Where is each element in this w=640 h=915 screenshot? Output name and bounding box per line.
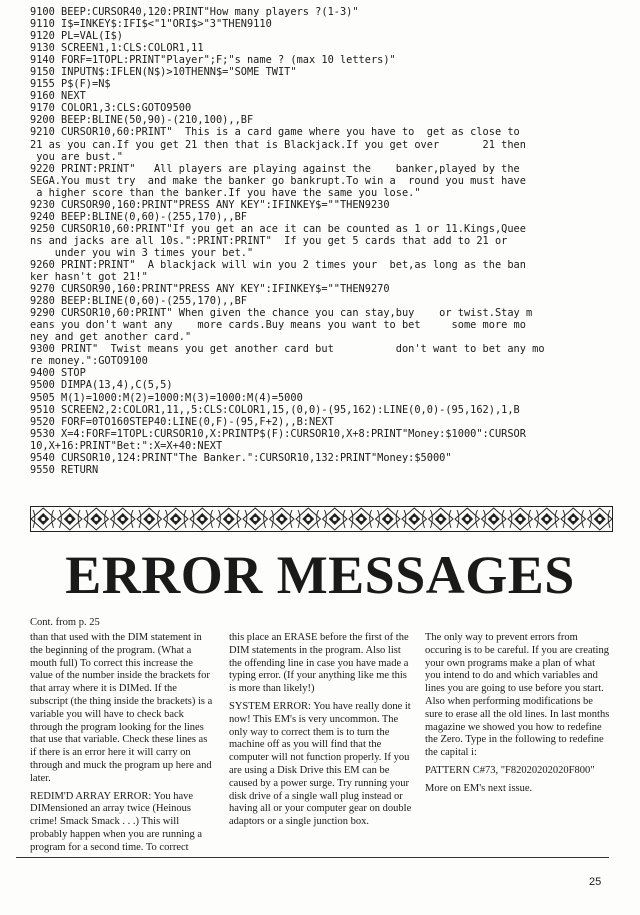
ornament-tile	[482, 508, 507, 530]
code-line: 9300 PRINT" Twist means you get another card but don't want to bet any mo	[30, 343, 545, 356]
ornament-tile	[58, 508, 83, 530]
code-line: 9100 BEEP:CURSOR40,120:PRINT"How many players ?(1-3)"	[30, 6, 359, 18]
code-line: 9140 FORF=1TOPL:PRINT"Player";F;"s name ? (max 10 letters)"	[30, 54, 396, 67]
ornament-tile	[455, 508, 480, 530]
paragraph: The only way to prevent errors from occuring is to be careful. If you are creating your own programs make a plan of what you intend to do and which variables and lines you are going to use before you start. Also when performing modifications be sure to erase all the old lines. In last months magazine we showed you how to redefine the Zero. Type in the following to redefine the capital i:	[425, 632, 610, 759]
code-line: ns and jacks are all 10s.":PRINT:PRINT" If you get 5 cards that add to 21 or	[30, 234, 508, 247]
code-line: 9230 CURSOR90,160:PRINT"PRESS ANY KEY":IFINKEY$=""THEN9230	[30, 198, 390, 211]
paragraph: REDIM'D ARRAY ERROR: You have DIMensioned an array twice (Heinous crime! Smack Smack . . .) This will probably happen when you are running a program for a second time. To correct	[30, 790, 203, 853]
ornament-tile	[270, 508, 295, 530]
code-line: 9270 CURSOR90,160:PRINT"PRESS ANY KEY":IFINKEY$=""THEN9270	[30, 283, 390, 296]
code-line: 9510 SCREEN2,2:COLOR1,11,,5:CLS:COLOR1,15,(0,0)-(95,162):LINE(0,0)-(95,162),1,B	[30, 403, 520, 416]
paragraph: SYSTEM ERROR: You have really done it now! This EM's is very uncommon. The only way to correct them is to turn the machine off as you will find that the computer will not function properly. If you are using a Disk Drive this EM can be caused by a power surge. Try running your disk drive of a single wall plug instead or having all or your computer gear on double adaptors or a single junction box.	[229, 700, 412, 828]
ornament-tile	[164, 508, 189, 530]
article-column-3	[425, 632, 610, 801]
code-line: 9160 NEXT	[30, 90, 86, 103]
article-headline: ERROR MESSAGES	[65, 545, 575, 605]
ornament-tile	[429, 508, 454, 530]
code-line: 9110 I$=INKEY$:IFI$<"1"ORI$>"3"THEN9110	[30, 18, 272, 31]
ornament-tile	[111, 508, 136, 530]
ornament-tile	[31, 508, 56, 530]
code-line: 9520 FORF=0TO160STEP40:LINE(0,F)-(95,F+2),,B:NEXT	[30, 415, 334, 428]
ornament-tile	[402, 508, 427, 530]
article-column-2	[229, 632, 414, 834]
footer-rule	[16, 857, 609, 858]
code-listing	[30, 6, 620, 476]
decorative-border	[30, 506, 613, 532]
code-line: 21 as you can.If you get 21 then that is Blackjack.If you get over 21 then	[30, 138, 526, 151]
ornament-tile	[137, 508, 162, 530]
code-line: eans you don't want any more cards.Buy means you want to bet some more mo	[30, 319, 526, 332]
code-line: 9120 PL=VAL(I$)	[30, 30, 123, 43]
ornament-tile	[296, 508, 321, 530]
code-line: 9290 CURSOR10,60:PRINT" When given the chance you can stay,buy or twist.Stay m	[30, 307, 533, 320]
code-line: 9540 CURSOR10,124:PRINT"The Banker.":CURSOR10,132:PRINT"Money:$5000"	[30, 451, 452, 464]
ornament-tile	[217, 508, 242, 530]
code-line: you are bust."	[30, 150, 123, 163]
code-line: 9155 P$(F)=N$	[30, 78, 111, 91]
code-line: re money.":GOTO9100	[30, 355, 148, 368]
code-line: 9505 M(1)=1000:M(2)=1000:M(3)=1000:M(4)=5000	[30, 391, 303, 404]
code-line: 9130 SCREEN1,1:CLS:COLOR1,11	[30, 42, 204, 55]
code-line: 9170 COLOR1,3:CLS:GOTO9500	[30, 102, 192, 115]
code-line: 9210 CURSOR10,60:PRINT" This is a card game where you have to get as close to	[30, 126, 520, 139]
ornament-tile	[84, 508, 109, 530]
code-line: 9550 RETURN	[30, 463, 99, 476]
code-line: ney and get another card."	[30, 331, 192, 344]
continued-note: Cont. from p. 25	[30, 617, 100, 628]
paragraph: than that used with the DIM statement in the beginning of the program. (What a mouth full) To correct this increase the value of the number inside the brackets for that array where it is DIMed. If the subscript (the thing inside the brackets) is a variable you will have to check back through the program looking for the lines that use that variable. Check these lines as if there is an error here it will carry on through and muck the program up here and later.	[30, 632, 213, 784]
code-line: 9200 BEEP:BLINE(50,90)-(210,100),,BF	[30, 114, 254, 127]
ornament-tile	[508, 508, 533, 530]
ornament-tile	[243, 508, 268, 530]
article-column-1	[30, 632, 215, 860]
ornament-tile	[349, 508, 374, 530]
code-line: 9260 PRINT:PRINT" A blackjack will win you 2 times your bet,as long as the ban	[30, 258, 526, 271]
ornament-tile	[190, 508, 215, 530]
code-line: 9400 STOP	[30, 367, 86, 380]
page-number: 25	[589, 876, 602, 888]
code-line: 9240 BEEP:BLINE(0,60)-(255,170),,BF	[30, 210, 247, 223]
paragraph: More on EM's next issue.	[425, 782, 533, 794]
ornament-tile	[561, 508, 586, 530]
ornament-tile	[588, 508, 613, 530]
ornament-tile	[376, 508, 401, 530]
code-line: 9500 DIMPA(13,4),C(5,5)	[30, 379, 173, 392]
code-line: SEGA.You must try and make the banker go bankrupt.To win a round you must have	[30, 174, 526, 187]
paragraph: PATTERN C#73, "F82020202020F800"	[425, 764, 595, 776]
code-line: under you win 3 times your bet."	[30, 246, 254, 259]
ornament-tile	[535, 508, 560, 530]
code-line: 9220 PRINT:PRINT" All players are playing against the banker,played by the	[30, 162, 520, 175]
code-line: 9530 X=4:FORF=1TOPL:CURSOR10,X:PRINTP$(F):CURSOR10,X+8:PRINT"Money:$1000":CURSOR	[30, 427, 526, 440]
code-line: 10,X+16:PRINT"Bet:":X=X+40:NEXT	[30, 439, 223, 452]
code-line: 9250 CURSOR10,60:PRINT"If you get an ace it can be counted as 1 or 11.Kings,Quee	[30, 222, 526, 235]
ornament-tile	[323, 508, 348, 530]
code-line: 9150 INPUTN$:IFLEN(N$)>10THENN$="SOME TWIT"	[30, 66, 297, 79]
code-line: ker hasn't got 21!"	[30, 271, 148, 284]
code-line: a higher score than the banker.If you have the same you lose."	[30, 186, 421, 199]
code-line: 9280 BEEP:BLINE(0,60)-(255,170),,BF	[30, 295, 247, 308]
paragraph: this place an ERASE before the first of the DIM statements in the program. Also list the offending line in case you have made a typing error. (If your anything like me this is more than likely!)	[229, 632, 409, 695]
